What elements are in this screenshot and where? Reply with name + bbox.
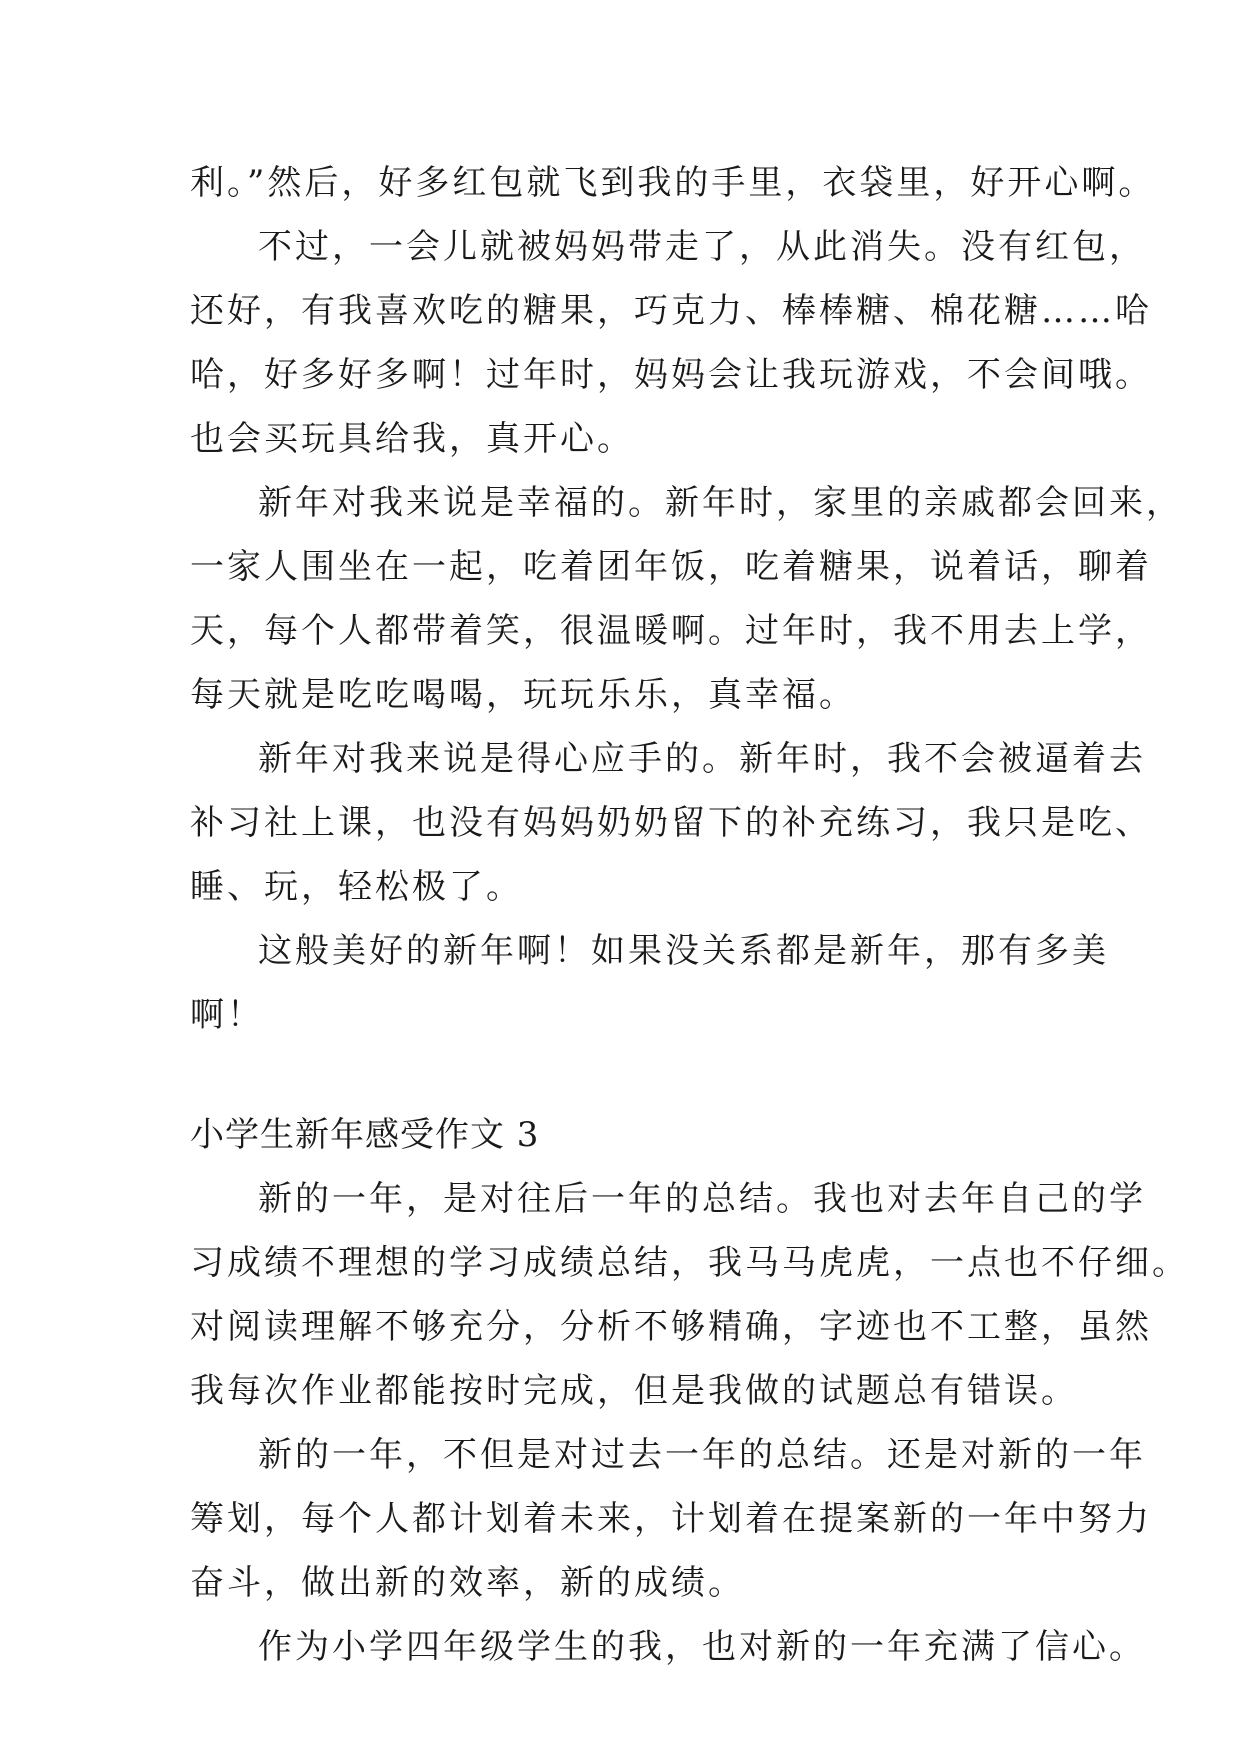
text-line: 奋斗，做出新的效率，新的成绩。 xyxy=(190,1563,745,1603)
text-line: 新的一年，不但是对过去一年的总结。还是对新的一年 xyxy=(258,1435,1146,1475)
text-line: 也会买玩具给我，真开心。 xyxy=(190,419,634,459)
text-line: 筹划，每个人都计划着未来，计划着在提案新的一年中努力 xyxy=(190,1499,1152,1539)
text-line: 天，每个人都带着笑，很温暖啊。过年时，我不用去上学， xyxy=(190,611,1152,651)
text-line: 啊！ xyxy=(190,995,264,1035)
text-line: 新年对我来说是幸福的。新年时，家里的亲戚都会回来， xyxy=(258,483,1183,523)
text-line: 我每次作业都能按时完成，但是我做的试题总有错误。 xyxy=(190,1371,1078,1411)
text-line: 习成绩不理想的学习成绩总结，我马马虎虎，一点也不仔细。 xyxy=(190,1243,1189,1283)
text-line: 一家人围坐在一起，吃着团年饭，吃着糖果，说着话，聊着 xyxy=(190,547,1152,587)
text-line: 新的一年，是对往后一年的总结。我也对去年自己的学 xyxy=(258,1179,1146,1219)
text-line: 不过，一会儿就被妈妈带走了，从此消失。没有红包， xyxy=(258,227,1146,267)
text-line: 哈，好多好多啊！过年时，妈妈会让我玩游戏，不会间哦。 xyxy=(190,355,1152,395)
text-line: 对阅读理解不够充分，分析不够精确，字迹也不工整，虽然 xyxy=(190,1307,1152,1347)
text-line: 新年对我来说是得心应手的。新年时，我不会被逼着去 xyxy=(258,739,1146,779)
text-line: 利。”然后，好多红包就飞到我的手里，衣袋里，好开心啊。 xyxy=(190,163,1156,203)
text-line: 还好，有我喜欢吃的糖果，巧克力、棒棒糖、棉花糖……哈 xyxy=(190,291,1152,331)
text-line: 每天就是吃吃喝喝，玩玩乐乐，真幸福。 xyxy=(190,675,856,715)
text-line: 睡、玩，轻松极了。 xyxy=(190,867,523,907)
text-line: 作为小学四年级学生的我，也对新的一年充满了信心。 xyxy=(258,1627,1146,1667)
section-title: 小学生新年感受作文 3 xyxy=(190,1115,540,1155)
text-line: 这般美好的新年啊！如果没关系都是新年，那有多美 xyxy=(258,931,1109,971)
text-line: 补习社上课，也没有妈妈奶奶留下的补充练习，我只是吃、 xyxy=(190,803,1152,843)
